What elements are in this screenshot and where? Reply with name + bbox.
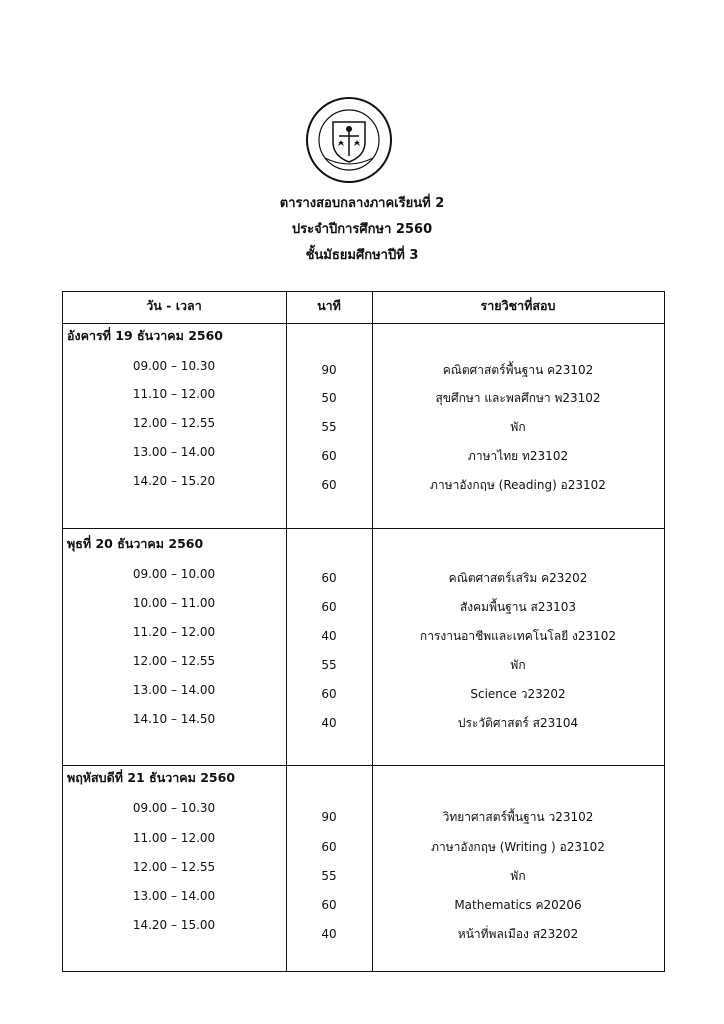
exam-time: 12.00 – 12.55: [132, 416, 216, 430]
exam-minutes: 55: [321, 869, 337, 883]
exam-subject: สังคมพื้นฐาน ส23103: [459, 600, 577, 614]
exam-subject: การงานอาชีพและเทคโนโลยี ง23102: [419, 629, 617, 643]
exam-time: 10.00 – 11.00: [132, 596, 216, 610]
exam-minutes: 90: [321, 810, 337, 824]
exam-schedule-table: [62, 291, 665, 972]
header-divider: [63, 323, 664, 324]
exam-minutes: 55: [321, 420, 337, 434]
exam-subject: Mathematics ค20206: [454, 898, 582, 912]
exam-time: 09.00 – 10.00: [132, 567, 216, 581]
exam-subject: พัก: [510, 869, 526, 883]
exam-subject: พัก: [510, 658, 526, 672]
exam-subject: วิทยาศาสตร์พื้นฐาน ว23102: [442, 810, 594, 824]
header-subject: รายวิชาที่สอบ: [480, 298, 556, 313]
grade-level: ชั้นมัธยมศึกษาปีที่ 3: [305, 248, 419, 263]
exam-minutes: 60: [321, 600, 337, 614]
exam-time: 14.20 – 15.20: [132, 474, 216, 488]
exam-subject: ภาษาไทย ท23102: [467, 449, 569, 463]
academic-year: ประจำปีการศึกษา 2560: [291, 222, 433, 237]
day-label: พุธที่ 20 ธันวาคม 2560: [67, 536, 204, 551]
exam-minutes: 50: [321, 391, 337, 405]
school-logo: [305, 96, 393, 184]
exam-minutes: 40: [321, 927, 337, 941]
exam-time: 14.10 – 14.50: [132, 712, 216, 726]
exam-time: 12.00 – 12.55: [132, 860, 216, 874]
header-minutes: นาที: [317, 298, 341, 313]
exam-time: 09.00 – 10.30: [132, 359, 216, 373]
exam-time: 13.00 – 14.00: [132, 889, 216, 903]
exam-time: 11.10 – 12.00: [132, 387, 216, 401]
exam-time: 13.00 – 14.00: [132, 445, 216, 459]
day-divider: [63, 765, 664, 766]
exam-minutes: 60: [321, 571, 337, 585]
header-time: วัน - เวลา: [146, 298, 202, 313]
exam-title: ตารางสอบกลางภาคเรียนที่ 2: [279, 196, 445, 211]
exam-time: 09.00 – 10.30: [132, 801, 216, 815]
exam-subject: Science ว23202: [470, 687, 566, 701]
day-label: พฤหัสบดีที่ 21 ธันวาคม 2560: [67, 770, 236, 785]
exam-subject: ประวัติศาสตร์ ส23104: [457, 716, 579, 730]
exam-minutes: 40: [321, 716, 337, 730]
exam-time: 13.00 – 14.00: [132, 683, 216, 697]
exam-minutes: 60: [321, 840, 337, 854]
exam-subject: ภาษาอังกฤษ (Reading) อ23102: [430, 478, 606, 492]
exam-subject: คณิตศาสตร์เสริม ค23202: [448, 571, 588, 585]
exam-minutes: 60: [321, 898, 337, 912]
exam-subject: พัก: [510, 420, 526, 434]
exam-minutes: 55: [321, 658, 337, 672]
exam-minutes: 40: [321, 629, 337, 643]
day-label: อังคารที่ 19 ธันวาคม 2560: [67, 328, 223, 343]
exam-time: 11.20 – 12.00: [132, 625, 216, 639]
exam-subject: สุขศึกษา และพลศึกษา พ23102: [435, 391, 601, 405]
exam-time: 11.00 – 12.00: [132, 831, 216, 845]
day-divider: [63, 528, 664, 529]
exam-minutes: 60: [321, 478, 337, 492]
exam-time: 14.20 – 15.00: [132, 918, 216, 932]
exam-subject: คณิตศาสตร์พื้นฐาน ค23102: [442, 363, 594, 377]
column-divider: [286, 292, 287, 971]
exam-minutes: 60: [321, 449, 337, 463]
exam-subject: ภาษาอังกฤษ (Writing ) อ23102: [431, 840, 605, 854]
exam-minutes: 90: [321, 363, 337, 377]
exam-subject: หน้าที่พลเมือง ส23202: [457, 927, 579, 941]
exam-minutes: 60: [321, 687, 337, 701]
exam-time: 12.00 – 12.55: [132, 654, 216, 668]
column-divider: [372, 292, 373, 971]
